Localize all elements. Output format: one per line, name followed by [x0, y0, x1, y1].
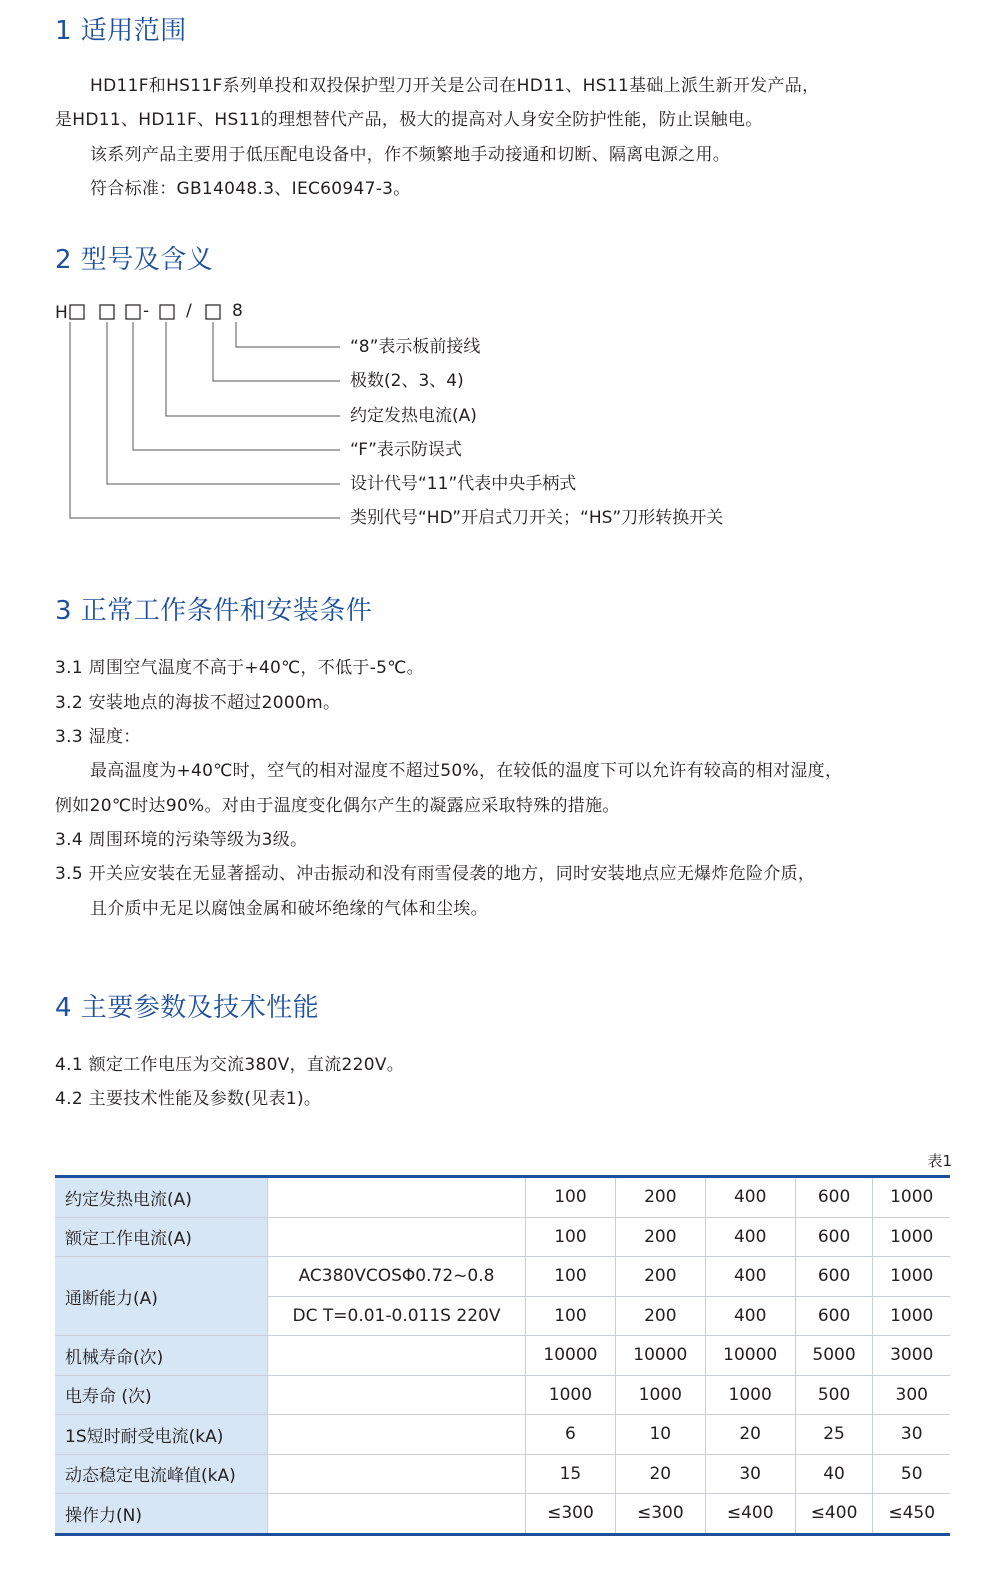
row-label: 操作力(N) [55, 1494, 268, 1535]
cell: 300 [873, 1375, 950, 1415]
sec1-paragraph-3: 该系列产品主要用于低压配电设备中，作不频繁地手动接通和切断、隔离电源之用。 [90, 145, 731, 165]
code-box-current [160, 305, 174, 319]
sec3-item-3-5-cont: 且介质中无足以腐蚀金属和破坏绝缘的气体和尘埃。 [90, 899, 488, 919]
code-label-design: 设计代号“11”代表中央手柄式 [350, 474, 577, 494]
code-prefix: H [55, 303, 68, 323]
sec1-paragraph-1: HD11F和HS11F系列单投和双投保护型刀开关是公司在HD11、HS11基础上派生新开发产品， [90, 76, 820, 96]
cell: 10 [615, 1415, 705, 1455]
cell: 20 [615, 1454, 705, 1494]
cell: 400 [705, 1177, 795, 1218]
sec3-item-3-4: 3.4 周围环境的污染等级为3级。 [55, 830, 308, 850]
cell: 600 [795, 1217, 873, 1257]
sec4-item-4-2: 4.2 主要技术性能及参数(见表1)。 [55, 1089, 322, 1109]
row-condition [268, 1415, 526, 1455]
cell: 400 [705, 1257, 795, 1297]
sec4-item-4-1: 4.1 额定工作电压为交流380V，直流220V。 [55, 1055, 405, 1075]
cell: 25 [795, 1415, 873, 1455]
row-condition: AC380VCOSΦ0.72~0.8 [268, 1257, 526, 1297]
sec3-item-3-1: 3.1 周围空气温度不高于+40℃，不低于-5℃。 [55, 658, 424, 678]
sec3-item-3-5: 3.5 开关应安装在无显著摇动、冲击振动和没有雨雪侵袭的地方，同时安装地点应无爆炸危险介质， [55, 864, 816, 884]
leader-line-1 [236, 322, 340, 347]
cell: 1000 [526, 1375, 616, 1415]
row-label: 额定工作电流(A) [55, 1217, 268, 1257]
cell: ≤300 [526, 1494, 616, 1535]
row-label: 动态稳定电流峰值(kA) [55, 1454, 268, 1494]
cell: ≤400 [705, 1494, 795, 1535]
code-label-current: 约定发热电流(A) [350, 406, 477, 426]
cell: 10000 [705, 1336, 795, 1376]
cell: 5000 [795, 1336, 873, 1376]
code-dash: - [143, 301, 150, 321]
cell: 20 [705, 1415, 795, 1455]
code-label-antimis: “F”表示防误式 [350, 440, 462, 460]
spec-table [55, 1175, 950, 1536]
table-row [55, 1217, 950, 1257]
row-condition [268, 1454, 526, 1494]
cell: ≤300 [615, 1494, 705, 1535]
cell: 10000 [615, 1336, 705, 1376]
code-box-poles [206, 305, 220, 319]
sec3-item-3-3: 3.3 湿度： [55, 727, 141, 747]
sec1-standards: 符合标准：GB14048.3、IEC60947-3。 [90, 179, 411, 199]
section-4-title: 4 主要参数及技术性能 [55, 993, 320, 1023]
table-caption: 表1 [927, 1152, 952, 1170]
section-2-title: 2 型号及含义 [55, 245, 214, 275]
cell: 600 [795, 1257, 873, 1297]
section-3-title: 3 正常工作条件和安装条件 [55, 596, 373, 626]
cell: 100 [526, 1257, 616, 1297]
code-label-wiring: “8”表示板前接线 [350, 337, 481, 357]
cell: ≤450 [873, 1494, 950, 1535]
row-label: 通断能力(A) [55, 1257, 268, 1336]
leader-line-5 [107, 322, 340, 484]
cell: 10000 [526, 1336, 616, 1376]
cell: 200 [615, 1296, 705, 1336]
row-condition: DC T=0.01-0.011S 220V [268, 1296, 526, 1336]
cell: 6 [526, 1415, 616, 1455]
cell: 100 [526, 1296, 616, 1336]
table-row [55, 1494, 950, 1535]
cell: 30 [873, 1415, 950, 1455]
code-box-antimis [126, 305, 140, 319]
table-row [55, 1454, 950, 1494]
sec3-humidity-line-1: 最高温度为+40℃时，空气的相对湿度不超过50%，在较低的温度下可以允许有较高的相对湿度， [90, 761, 843, 781]
cell: 500 [795, 1375, 873, 1415]
cell: 1000 [873, 1217, 950, 1257]
code-slash: / [186, 301, 193, 321]
code-label-category: 类别代号“HD”开启式刀开关；“HS”刀形转换开关 [350, 508, 724, 528]
cell: 200 [615, 1257, 705, 1297]
row-condition [268, 1494, 526, 1535]
table-row [55, 1257, 950, 1297]
leader-line-2 [213, 322, 340, 381]
cell: 600 [795, 1296, 873, 1336]
code-box-design [100, 305, 114, 319]
row-condition [268, 1177, 526, 1218]
section-1-title: 1 适用范围 [55, 16, 187, 46]
cell: 600 [795, 1177, 873, 1218]
table-row [55, 1375, 950, 1415]
row-label: 1S短时耐受电流(kA) [55, 1415, 268, 1455]
cell: 400 [705, 1217, 795, 1257]
cell: 1000 [873, 1177, 950, 1218]
leader-line-6 [70, 322, 340, 518]
row-condition [268, 1336, 526, 1376]
sec3-item-3-2: 3.2 安装地点的海拔不超过2000m。 [55, 693, 341, 713]
row-label: 电寿命 (次) [55, 1375, 268, 1415]
row-label: 机械寿命(次) [55, 1336, 268, 1376]
code-label-poles: 极数(2、3、4) [350, 371, 464, 391]
cell: 200 [615, 1177, 705, 1218]
table-row [55, 1177, 950, 1218]
cell: 1000 [615, 1375, 705, 1415]
code-suffix-8: 8 [232, 301, 244, 321]
code-box-category [70, 305, 84, 319]
sec1-paragraph-2: 是HD11、HD11F、HS11的理想替代产品，极大的提高对人身安全防护性能，防止误触电。 [55, 110, 763, 130]
cell: 30 [705, 1454, 795, 1494]
cell: 100 [526, 1177, 616, 1218]
row-condition [268, 1217, 526, 1257]
cell: 1000 [705, 1375, 795, 1415]
cell: 1000 [873, 1296, 950, 1336]
cell: 50 [873, 1454, 950, 1494]
table-row [55, 1336, 950, 1376]
row-label: 约定发热电流(A) [55, 1177, 268, 1218]
cell: 40 [795, 1454, 873, 1494]
cell: 200 [615, 1217, 705, 1257]
sec3-humidity-line-2: 例如20℃时达90%。对由于温度变化偶尔产生的凝露应采取特殊的措施。 [55, 796, 620, 816]
cell: 1000 [873, 1257, 950, 1297]
cell: 3000 [873, 1336, 950, 1376]
cell: 15 [526, 1454, 616, 1494]
cell: ≤400 [795, 1494, 873, 1535]
leader-line-3 [166, 322, 340, 416]
row-condition [268, 1375, 526, 1415]
cell: 100 [526, 1217, 616, 1257]
cell: 400 [705, 1296, 795, 1336]
table-row [55, 1415, 950, 1455]
